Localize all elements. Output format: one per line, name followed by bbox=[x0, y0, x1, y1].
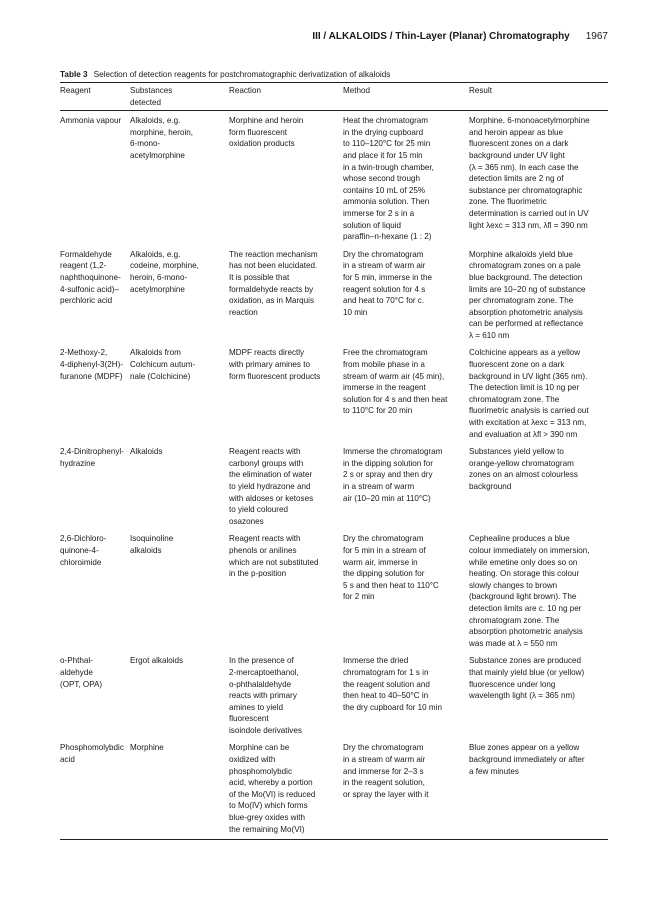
cell-reaction: Reagent reacts with carbonyl groups with the elimination of water to yield hydrazone and with aldoses or ketoses to yield coloured osazones bbox=[229, 447, 314, 526]
cell-method: Heat the chromatogram in the drying cupboard to 110–120°C for 25 min and place it for 15 min in a twin-trough chamber, whose second trough contains 10 mL of 25% ammonia solution. Then immerse for 2 s in a solution of liquid paraffin–n-hexane (1 : 2) bbox=[343, 116, 434, 242]
table-row bbox=[60, 347, 608, 446]
cell-reagent: Ammonia vapour bbox=[60, 116, 122, 126]
table-row bbox=[60, 533, 608, 655]
cell-reaction: Morphine and heroin form fluorescent oxidation products bbox=[229, 116, 304, 149]
cell-result: Colchicine appears as a yellow fluorescent zone on a dark background in UV light (365 nm). The detection limit is 10 ng per chromatogram zone. The fluorimetric analysis is carried out with excitation at λexc = 313 nm, and evaluation at λfl > 390 nm bbox=[469, 348, 589, 439]
cell-substances: Ergot alkaloids bbox=[130, 656, 184, 666]
cell-reagent: o-Phthal- aldehyde (OPT, OPA) bbox=[60, 656, 103, 689]
cell-reaction: Reagent reacts with phenols or anilines which are not substituted in the p-position bbox=[229, 534, 319, 579]
cell-reagent: Phosphomolybdic acid bbox=[60, 743, 124, 765]
cell-reagent: 2,4-Dinitrophenyl- hydrazine bbox=[60, 447, 124, 468]
cell-method: Dry the chromatogram in a stream of warm air and immerse for 2–3 s in the reagent solution, or spray the layer with it bbox=[343, 743, 429, 799]
cell-substances: Morphine bbox=[130, 743, 164, 753]
column-header-result: Result bbox=[469, 86, 492, 95]
cell-result: Blue zones appear on a yellow background immediately or after a few minutes bbox=[469, 743, 585, 776]
cell-substances: Alkaloids bbox=[130, 447, 163, 457]
running-head bbox=[60, 31, 608, 42]
column-header-method: Method bbox=[343, 86, 370, 95]
cell-result: Substances yield yellow to orange-yellow chromatogram zones on an almost colourless background bbox=[469, 447, 578, 491]
cell-method: Dry the chromatogram in a stream of warm air for 5 min, immerse in the reagent solution for 4 s and heat to 70°C for c. 10 min bbox=[343, 249, 433, 317]
cell-substances: Isoquinoline alkaloids bbox=[130, 534, 174, 555]
table-header-row bbox=[60, 84, 608, 111]
detection-reagents-table bbox=[60, 84, 608, 840]
running-title: III / ALKALOIDS / Thin-Layer (Planar) Chromatography bbox=[312, 31, 570, 42]
table-row bbox=[60, 111, 608, 249]
cell-method: Dry the chromatogram for 5 min in a stream of warm air, immerse in the dipping solution for 5 s and then heat to 110°C for 2 min bbox=[343, 534, 439, 602]
cell-method: Immerse the dried chromatogram for 1 s in the reagent solution and then heat to 40–50°C in the dry cupboard for 10 min bbox=[343, 656, 442, 712]
column-header-reaction: Reaction bbox=[229, 86, 261, 95]
table-caption-text: Selection of detection reagents for postchromatographic derivatization of alkaloids bbox=[93, 70, 391, 79]
cell-reaction: Morphine can be oxidized with phosphomolybdic acid, whereby a portion of the Mo(VI) is reduced to Mo(IV) which forms blue-grey oxides with the remaining Mo(VI) bbox=[229, 743, 316, 834]
cell-method: Immerse the chromatogram in the dipping solution for 2 s or spray and then dry in a stream of warm air (10–20 min at 110°C) bbox=[343, 447, 443, 503]
page-number: 1967 bbox=[585, 31, 608, 42]
cell-reagent: 2,6-Dichloro- quinone-4- chloroimide bbox=[60, 534, 107, 567]
cell-reagent: 2-Methoxy-2, 4-diphenyl-3(2H)- furanone (MDPF) bbox=[60, 348, 123, 381]
cell-substances: Alkaloids from Colchicum autum- nale (Colchicine) bbox=[130, 348, 196, 381]
cell-reaction: The reaction mechanism has not been elucidated. It is possible that formaldehyde reacts by oxidation, as in Marquis reaction bbox=[229, 249, 318, 317]
column-header-reagent: Reagent bbox=[60, 86, 91, 95]
cell-substances: Alkaloids, e.g. codeine, morphine, heroin, 6-mono- acetylmorphine bbox=[130, 249, 199, 294]
cell-substances: Alkaloids, e.g. morphine, heroin, 6-mono- acetylmorphine bbox=[130, 116, 193, 160]
cell-result: Cephealine produces a blue colour immediately on immersion, while emetine only does so on heating. On storage this colour slowly changes to brown (background light brown). The detection limits are c. 10 ng per chromatogram zone. The absorption photometric analysis was made at λ = 550 nm bbox=[469, 534, 590, 648]
table-top-rule bbox=[60, 82, 608, 83]
table-label: Table 3 bbox=[60, 70, 88, 79]
cell-method: Free the chromatogram from mobile phase in a stream of warm air (45 min), immerse in the reagent solution for 4 s and then heat to 110°C for 20 min bbox=[343, 348, 448, 416]
cell-reaction: MDPF reacts directly with primary amines to form fluorescent products bbox=[229, 348, 321, 381]
cell-reaction: In the presence of 2-mercaptoethanol, o-phthalaldehyde reacts with primary amines to yield fluorescent isoindole derivatives bbox=[229, 656, 302, 735]
table-row bbox=[60, 249, 608, 348]
table-row bbox=[60, 655, 608, 742]
cell-result: Substance zones are produced that mainly yield blue (or yellow) fluorescence under long wavelength light (λ = 365 nm) bbox=[469, 656, 585, 701]
table-row bbox=[60, 742, 608, 839]
table-caption bbox=[60, 70, 608, 79]
table-row bbox=[60, 446, 608, 533]
cell-result: Morphine, 6-monoacetylmorphine and heroin appear as blue fluorescent zones on a dark background under UV light (λ = 365 nm). In each case the detection limits are 2 ng of substance per chromatographic zone. The fluorimetric determination is carried out in UV light λexc = 313 nm, λfl = 390 nm bbox=[469, 116, 590, 230]
cell-reagent: Formaldehyde reagent (1,2- naphthoquinone- 4-sulfonic acid)– perchloric acid bbox=[60, 249, 121, 306]
column-header-substances: Substances detected bbox=[130, 86, 173, 107]
cell-result: Morphine alkaloids yield blue chromatogram zones on a pale blue background. The detection limits are 10–20 ng of substance per chromatogram zone. The absorption photometric analysis can be performed at reflectance λ = 610 nm bbox=[469, 249, 586, 340]
